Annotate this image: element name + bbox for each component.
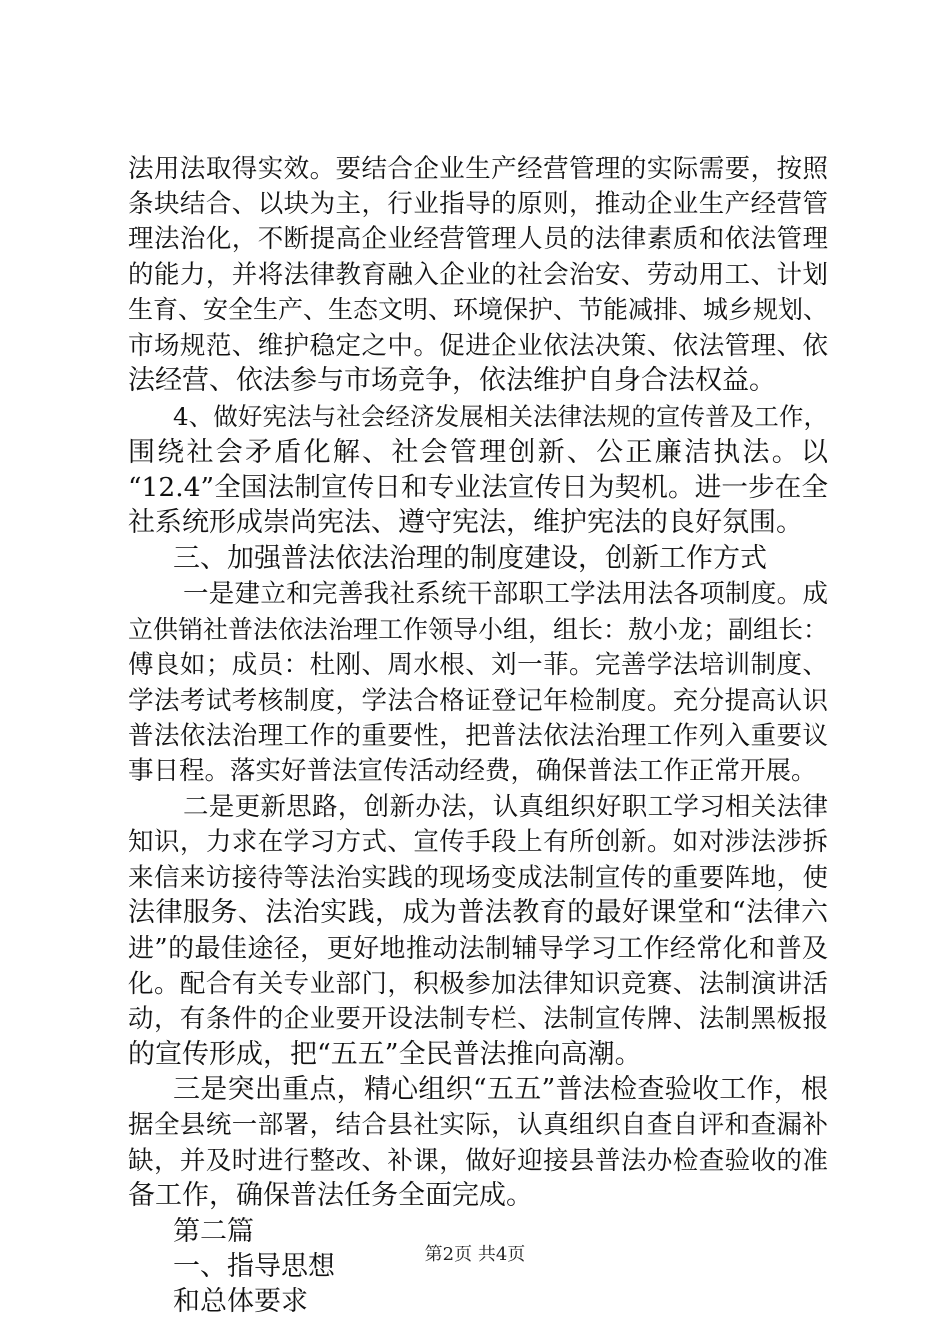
- text-line: 化。配合有关专业部门，积极参加法律知识竞赛、法制演讲活: [128, 969, 828, 999]
- text-line: 法经营、依法参与市场竞争，依法维护自身合法权益。: [128, 365, 776, 396]
- text-line: 一、指导思想: [173, 1251, 335, 1282]
- text-line: 据全县统一部署，结合县社实际，认真组织自查自评和查漏补: [128, 1110, 828, 1140]
- text-line: 围绕社会矛盾化解、社会管理创新、公正廉洁执法。以: [128, 437, 828, 468]
- text-line: 事日程。落实好普法宣传活动经费，确保普法工作正常开展。: [128, 756, 817, 786]
- text-line: 的能力，并将法律教育融入企业的社会治安、劳动用工、计划: [128, 260, 828, 290]
- text-line: 法用法取得实效。要结合企业生产经营管理的实际需要，按照: [128, 154, 828, 184]
- text-line: 三是突出重点，精心组织“五五”普法检查验收工作，根: [173, 1074, 828, 1105]
- text-line: 缺，并及时进行整改、补课，做好迎接县普法办检查验收的准: [128, 1146, 828, 1176]
- text-line: 社系统形成崇尚宪法、遵守宪法，维护宪法的良好氛围。: [128, 507, 803, 538]
- text-line: 理法治化，不断提高企业经营管理人员的法律素质和依法管理: [128, 224, 828, 254]
- text-line: 条块结合、以块为主，行业指导的原则，推动企业生产经营管: [128, 189, 828, 219]
- text-line: 立供销社普法依法治理工作领导小组，组长：敖小龙；副组长：: [128, 615, 829, 644]
- page-footer: 第2页 共4页: [424, 1244, 526, 1265]
- text-line: 市场规范、维护稳定之中。促进企业依法决策、依法管理、依: [128, 331, 828, 361]
- text-line: 第二篇: [173, 1216, 254, 1247]
- text-line: “12.4”全国法制宣传日和专业法宣传日为契机。进一步在全: [128, 472, 828, 503]
- text-line: 来信来访接待等法治实践的现场变成法制宣传的重要阵地，使: [128, 863, 828, 893]
- text-line: 生育、安全生产、生态文明、环境保护、节能减排、城乡规划、: [128, 295, 829, 324]
- text-line: 一是建立和完善我社系统干部职工学法用法各项制度。成: [183, 579, 828, 609]
- text-line: 动，有条件的企业要开设法制专栏、法制宣传牌、法制黑板报: [128, 1004, 828, 1034]
- text-line: 普法依法治理工作的重要性，把普法依法治理工作列入重要议: [128, 721, 828, 751]
- text-line: 学法考试考核制度，学法合格证登记年检制度。充分提高认识: [128, 686, 828, 716]
- text-line: 三、加强普法依法治理的制度建设，创新工作方式: [173, 543, 767, 574]
- text-line: 4、做好宪法与社会经济发展相关法律法规的宣传普及工作，: [173, 402, 828, 431]
- text-line: 备工作，确保普法任务全面完成。: [128, 1180, 533, 1211]
- text-line: 和总体要求: [173, 1286, 308, 1317]
- text-line: 二是更新思路，创新办法，认真组织好职工学习相关法律: [183, 792, 828, 822]
- text-line: 法律服务、法治实践，成为普法教育的最好课堂和“法律六: [128, 897, 828, 928]
- text-line: 傅良如；成员：杜刚、周水根、刘一菲。完善学法培训制度、: [128, 650, 828, 680]
- text-line: 进”的最佳途径，更好地推动法制辅导学习工作经常化和普及: [128, 934, 828, 964]
- text-line: 的宣传形成，把“五五”全民普法推向高潮。: [128, 1039, 642, 1070]
- text-line: 知识，力求在学习方式、宣传手段上有所创新。如对涉法涉拆: [128, 827, 828, 857]
